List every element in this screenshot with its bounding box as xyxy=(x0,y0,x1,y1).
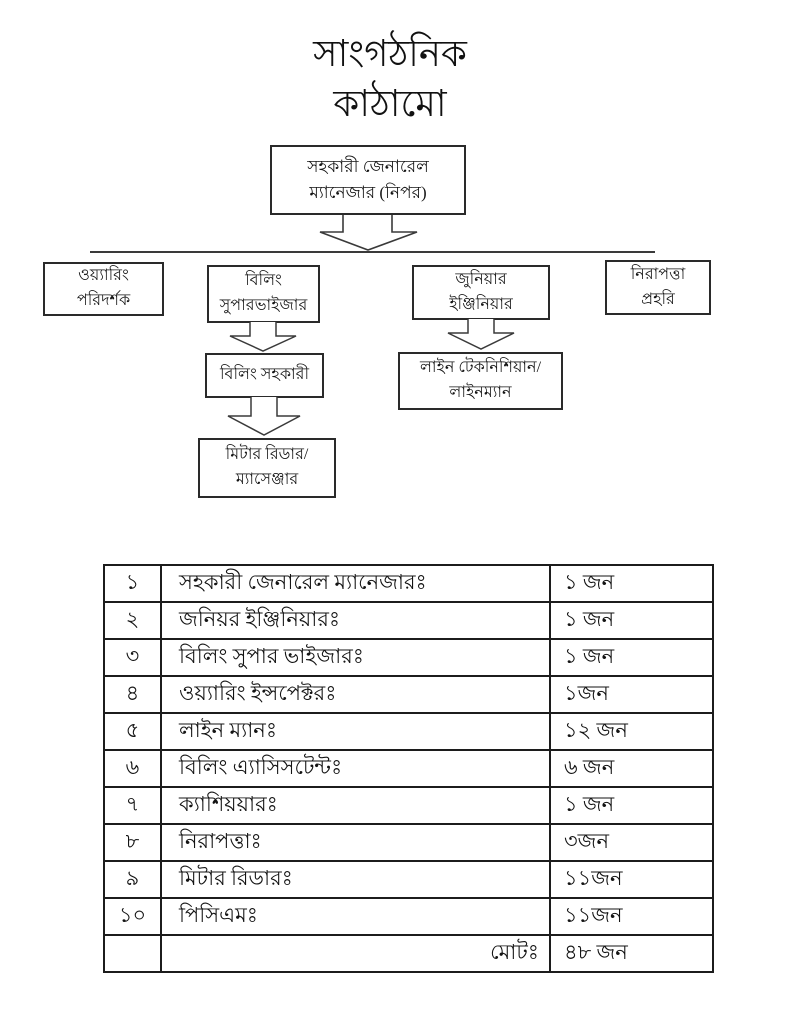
serial-cell: ১০ xyxy=(104,898,161,935)
org-node-meter-reader xyxy=(198,438,336,498)
org-node-label: পরিদর্শক xyxy=(76,292,131,309)
count-cell: ১ জন xyxy=(550,787,713,824)
serial-cell: ৭ xyxy=(104,787,161,824)
serial-cell: ৮ xyxy=(104,824,161,861)
org-node-label: জুনিয়ার xyxy=(455,270,507,288)
designation-cell: ক্যাশিয়য়ারঃ xyxy=(161,787,550,824)
down-block-arrow-billing-supervisor xyxy=(230,322,296,351)
serial-cell: ৬ xyxy=(104,750,161,787)
org-node-security-guard xyxy=(605,260,711,315)
designation-cell: লাইন ম্যানঃ xyxy=(161,713,550,750)
down-block-arrow-root xyxy=(320,215,417,250)
down-block-arrow-junior-engineer xyxy=(448,319,514,349)
org-node-line-technician xyxy=(398,352,563,410)
org-node-label: সহকারী জেনারেল xyxy=(307,156,429,176)
count-cell: ১জন xyxy=(550,676,713,713)
org-node-label: ওয়্যারিং xyxy=(78,267,129,285)
down-block-arrow-billing-assistant xyxy=(228,397,300,435)
page-title-line1: সাংগঠনিক xyxy=(313,34,467,75)
count-cell: ৬ জন xyxy=(550,750,713,787)
count-cell: ১ জন xyxy=(550,602,713,639)
serial-cell: ১ xyxy=(104,565,161,602)
total-count-cell: ৪৮ জন xyxy=(550,935,713,972)
table-total-row xyxy=(104,935,713,972)
designation-cell: নিরাপত্তাঃ xyxy=(161,824,550,861)
designation-cell: সহকারী জেনারেল ম্যানেজারঃ xyxy=(161,565,550,602)
serial-cell: ৩ xyxy=(104,639,161,676)
org-node-assistant-general-manager xyxy=(270,145,466,215)
table-row xyxy=(104,787,713,824)
org-node-label: মিটার রিডার/ xyxy=(225,446,309,464)
count-cell: ১ জন xyxy=(550,565,713,602)
table-row xyxy=(104,713,713,750)
designation-cell: মিটার রিডারঃ xyxy=(161,861,550,898)
total-label-cell: মোটঃ xyxy=(161,935,550,972)
serial-cell: ৯ xyxy=(104,861,161,898)
staff-count-table-body xyxy=(104,565,713,972)
table-row xyxy=(104,898,713,935)
org-node-label: লাইনম্যান xyxy=(449,384,512,401)
count-cell: ১১জন xyxy=(550,861,713,898)
count-cell: ৩জন xyxy=(550,824,713,861)
table-row xyxy=(104,639,713,676)
table-row xyxy=(104,565,713,602)
designation-cell: বিলিং সুপার ভাইজারঃ xyxy=(161,639,550,676)
org-node-label: সুপারভাইজার xyxy=(219,297,308,314)
count-cell: ১ জন xyxy=(550,639,713,676)
org-node-label: প্রহরি xyxy=(641,290,675,308)
org-node-junior-engineer xyxy=(412,265,550,320)
page-title-line2: কাঠামো xyxy=(333,83,447,125)
org-node-label: বিলিং xyxy=(245,272,282,290)
serial-cell: ৫ xyxy=(104,713,161,750)
org-node-wiring-inspector xyxy=(43,262,164,316)
table-row xyxy=(104,861,713,898)
org-node-label: ইঞ্জিনিয়ার xyxy=(449,295,513,313)
org-node-label: ম্যানেজার (নিপর) xyxy=(309,183,427,202)
designation-cell: ওয়্যারিং ইন্সপেক্টরঃ xyxy=(161,676,550,713)
org-node-billing-supervisor xyxy=(207,265,320,323)
serial-cell: ৪ xyxy=(104,676,161,713)
count-cell: ১২ জন xyxy=(550,713,713,750)
table-row xyxy=(104,602,713,639)
org-node-label: লাইন টেকনিশিয়ান/ xyxy=(419,359,542,377)
designation-cell: বিলিং এ্যাসিসটেন্টঃ xyxy=(161,750,550,787)
designation-cell: জনিয়র ইঞ্জিনিয়ারঃ xyxy=(161,602,550,639)
serial-cell-empty xyxy=(104,935,161,972)
table-row xyxy=(104,676,713,713)
table-row xyxy=(104,824,713,861)
org-node-billing-assistant xyxy=(205,353,324,398)
table-row xyxy=(104,750,713,787)
org-node-label: ম্যাসেঞ্জার xyxy=(235,471,299,488)
serial-cell: ২ xyxy=(104,602,161,639)
org-node-label: বিলিং সহকারী xyxy=(219,366,310,384)
count-cell: ১১জন xyxy=(550,898,713,935)
org-node-label: নিরাপত্তা xyxy=(630,265,686,283)
designation-cell: পিসিএমঃ xyxy=(161,898,550,935)
staff-count-table xyxy=(103,564,714,973)
